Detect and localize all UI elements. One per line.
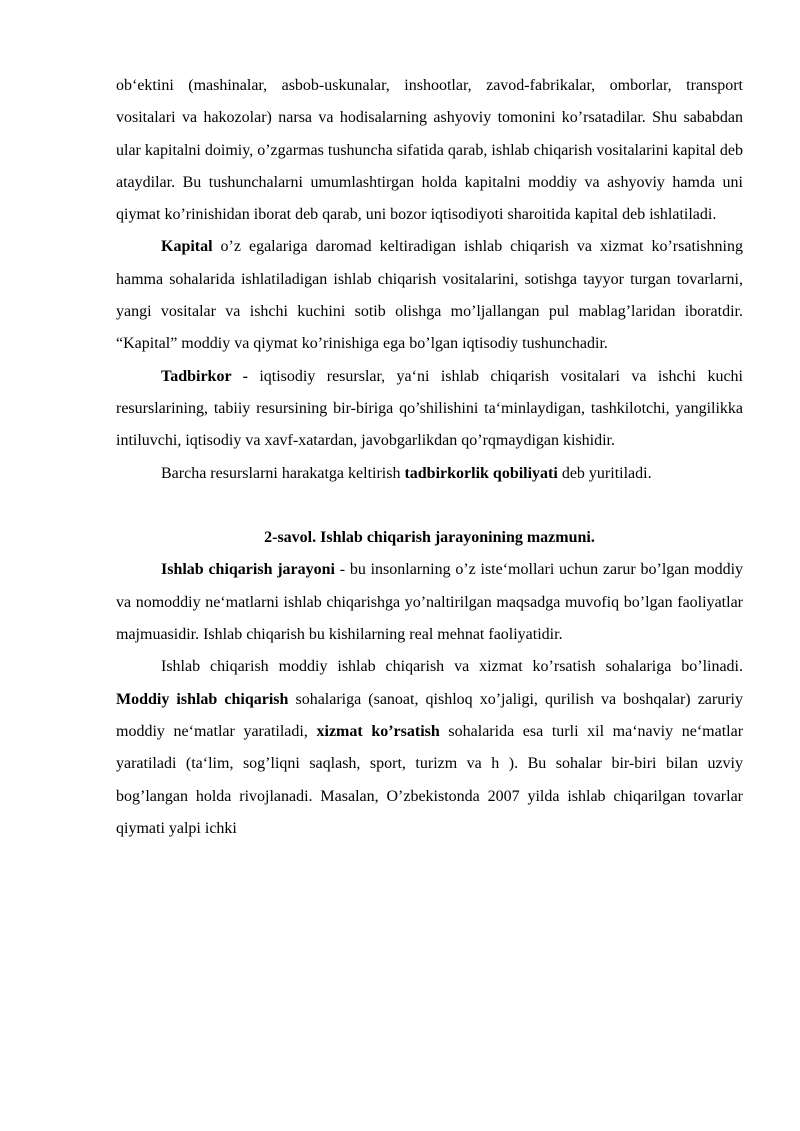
term-tadbirkorlik-qobiliyati: tadbirkorlik qobiliyati xyxy=(404,464,558,482)
paragraph-text: o’z egalariga daromad keltiradigan ishlab chiqarish va xizmat ko’rsatishning hamma sohalarida ishlatiladigan ishlab chiqarish vositalarini, sotishga tayyor turgan tovarlarni, yangi vositalar va ishchi kuchini sotib olishga mo’ljallangan pul mablag’laridan iboratdir. “Kapital” moddiy va qiymat ko’rinishiga ega bo’lgan iqtisodiy tushunchadir. xyxy=(116,238,743,353)
paragraph-text: deb yuritiladi. xyxy=(557,464,652,482)
section-heading: 2-savol. Ishlab chiqarish jarayonining mazmuni. xyxy=(264,529,595,547)
paragraph-entrepreneur-definition xyxy=(116,361,743,458)
term-tadbirkor: Tadbirkor - xyxy=(161,367,248,385)
term-xizmat-korsatish: xizmat ko’rsatish xyxy=(316,722,440,740)
paragraph-text: ob‘ektini (mashinalar, asbob-uskunalar, inshootlar, zavod-fabrikalar, omborlar, transport vositalari va hakozolar) narsa va hodisalarning ashyoviy tomonini ko’rsatadilar. Shu sababdan ular kapitalni doimiy, o’zgarmas tushuncha sifatida qarab, ishlab chiqarish vositalarini kapital deb ataydilar. Bu tushunchalarni umumlashtirgan holda kapitalni moddiy va ashyoviy hamda uni qiymat ko’rinishidan iborat deb qarab, uni bozor iqtisodiyoti sharoitida kapital deb ishlatiladi. xyxy=(116,77,743,224)
document-page xyxy=(116,70,743,845)
term-ishlab-chiqarish-jarayoni: Ishlab chiqarish jarayoni xyxy=(161,561,335,579)
paragraph-entrepreneurial-ability xyxy=(116,458,743,490)
term-kapital: Kapital xyxy=(161,238,213,256)
term-moddiy-ishlab-chiqarish: Moddiy ishlab chiqarish xyxy=(116,690,289,708)
paragraph-production-process xyxy=(116,554,743,651)
paragraph-text: sohalariga (sanoat, qishloq xo’jaligi, qurilish va boshqalar) zaruriy moddiy ne‘matlar yaratiladi, xyxy=(116,690,744,740)
paragraph-capital-definition xyxy=(116,231,743,360)
section-spacer xyxy=(116,490,743,522)
paragraph-text: sohalarida esa turli xil ma‘naviy ne‘matlar yaratiladi (ta‘lim, sog’liqni saqlash, sport, turizm va h ). Bu sohalar bir-biri bilan uzviy bog’langan holda rivojlanadi. Masalan, O’zbekistonda 2007 yilda ishlab chiqarilgan tovarlar qiymati yalpi ichki xyxy=(116,722,744,837)
paragraph-text: iqtisodiy resurslar, ya‘ni ishlab chiqarish vositalari va ishchi kuchi resurslarining, tabiiy resursining bir-biriga qo’shilishini ta‘minlaydigan, tashkilotchi, yangilikka intiluvchi, iqtisodiy va xavf-xatardan, javobgarlikdan qo’rqmaydigan kishidir. xyxy=(116,367,743,450)
paragraph-text: Barcha resurslarni harakatga keltirish xyxy=(161,464,405,482)
paragraph-capital-intro xyxy=(116,70,743,231)
paragraph-production-spheres xyxy=(116,651,743,845)
paragraph-text: Ishlab chiqarish moddiy ishlab chiqarish va xizmat ko’rsatish sohalariga bo’linadi. xyxy=(161,658,743,676)
paragraph-text: - bu insonlarning o’z iste‘mollari uchun zarur bo’lgan moddiy va nomoddiy ne‘matlarni ishlab chiqarishga yo’naltirilgan maqsadga muvofiq bo’lgan faoliyatlar majmuasidir. Ishlab chiqarish bu kishilarning real mehnat faoliyatidir. xyxy=(116,561,744,644)
